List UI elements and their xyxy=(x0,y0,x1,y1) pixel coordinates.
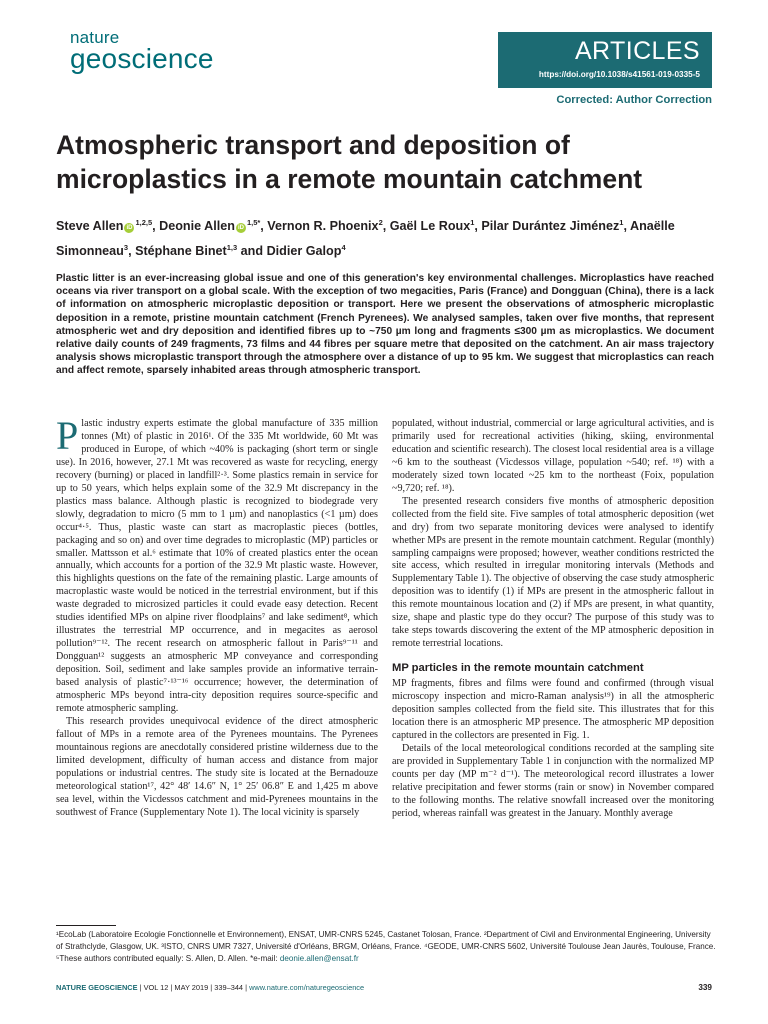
page-footer xyxy=(56,983,712,992)
footer-issue-info: | VOL 12 | MAY 2019 | 339–344 | xyxy=(137,983,250,992)
author-correction-link[interactable]: Corrected: Author Correction xyxy=(556,94,712,106)
author-list: Steve Allen iD$^{1,2,5}$, Deonie Allen $iD^{1,5*}$, Vernon R. Phoenix$^2$, Gaël Le Roux$^1$, Pilar Durántez Jiménez$^1$, Anaëlle Simonneau$^3$, Stéphane Binet$^{1,3}$ and Didier Galop$^4$ xyxy=(56,218,675,259)
author-name[interactable]: Didier Galop xyxy=(266,244,342,259)
body-column-right xyxy=(392,418,714,821)
orcid-icon[interactable]: iD xyxy=(126,225,133,232)
author-affiliation-marker: 1 xyxy=(619,218,624,227)
intro-paragraph-2: This research provides unequivocal evidence of the direct atmospheric fallout of MPs in a remote area of the Pyrenees mountains. The Pyrenees mountainous regions are anecdotally considered pristine wilderness due to the limited development, difficulty of human access and distance from major populations or industrial centres. The study site is located at the Bernadouze meteorological station¹⁷, 42° 48′ 14.6″ N, 1° 25′ 06.8″ E and 1,425 m above sea level, within the Vicdessos catchment and mid-Pyrenees mountains in the southwest of France (Supplementary Note 1). The local vicinity is sparsely xyxy=(56,715,378,818)
footnote-rule xyxy=(56,925,116,926)
author-name[interactable]: Stéphane Binet xyxy=(135,244,227,259)
footer-url-link[interactable]: www.nature.com/naturegeoscience xyxy=(249,983,365,992)
right-paragraph-3: MP fragments, fibres and films were found and confirmed (through visual microscopy inspection and micro-Raman analysis¹⁹) in all the atmospheric deposition samples collected from the field site. This illustrates that for this location there is an atmospheric MP presence. The atmospheric MP deposition captured in the collectors are presented in Fig. 1. xyxy=(392,678,714,741)
footer-journal-name: NATURE GEOSCIENCE xyxy=(56,983,138,992)
logo-line-nature: nature xyxy=(70,28,120,47)
author-name[interactable]: Gaël Le Roux xyxy=(389,219,471,234)
right-paragraph-1: populated, without industrial, commercial or large agricultural activities, and is primarily used for recreational activities (hiking, skiing, environmental education and scientific research). The closest local residential area is a village ~6 km to the southeast (Vicdessos village, population ~540; ref. ¹⁸) with a moderately sized town located ~25 km to the northeast (Foix, population ~9,720; ref. ¹⁸). xyxy=(392,418,714,494)
right-paragraph-2: The presented research considers five months of atmospheric deposition collected from the field site. Five samples of total atmospheric deposition (wet and dry) from two separate monitoring devices were analysed to identify whether MPs are present in the remote mountain catchment. Regular (monthly) sampling campaigns were proposed; however, weather conditions restricted the site access, which resulted in irregular monitoring intervals (Methods and Supplementary Table 1). The objective of observing the case study atmospheric deposition was to identify (1) if MPs are present in the atmospheric fallout in this remote mountainous location and (2) if MPs are present, in what quantity, size, shape and plastic type do they occur? The purpose of this study was to take steps towards discovering the extent of the MP atmospheric deposition in remote terrestrial locations. xyxy=(392,495,714,650)
right-paragraph-4: Details of the local meteorological conditions recorded at the sampling site are provided in Supplementary Table 1 in conjunction with the normalized MP counts per day (MP m⁻² d⁻¹). The meteorological record illustrates a lower relative precipitation and fewer storms (rain or snow) in November compared to the following months. The relative snowfall increased over the monitoring period, whereas rainfall was greatest in the January. Monthly average xyxy=(392,742,714,819)
author-name[interactable]: Deonie Allen xyxy=(159,219,235,234)
author-affiliation-marker: 2 xyxy=(378,218,383,227)
body-column-left xyxy=(56,413,378,820)
author-name[interactable]: Steve Allen xyxy=(56,219,124,234)
page-number: 339 xyxy=(698,983,712,992)
author-affiliation-marker: 1,2,5 xyxy=(135,218,153,227)
author-name[interactable]: Anaëlle Simonneau xyxy=(56,219,675,259)
affiliations xyxy=(56,929,716,966)
section-heading: MP particles in the remote mountain catchment xyxy=(392,662,644,675)
orcid-icon[interactable]: iD xyxy=(237,225,244,232)
author-affiliation-marker: 3 xyxy=(123,243,129,253)
author-affiliation-marker: 1,5* xyxy=(246,218,261,227)
doi-link[interactable]: https://doi.org/10.1038/s41561-019-0335-5 xyxy=(538,70,700,79)
journal-logo xyxy=(70,30,214,73)
abstract: Plastic litter is an ever-increasing global issue and one of this generation's key environmental challenges. Microplastics have reached oceans via river transport on a global scale. With the exception of two megacities, Paris (France) and Dongguan (China), there is a lack of information on atmospheric microplastic deposition or transport. Here we present the observations of atmospheric microplastic deposition in a remote, pristine mountain catchment (French Pyrenees). We analysed samples, taken over five months, that represent atmospheric wet and dry deposition and identified fibres up to ~750 µm long and fragments ≤300 µm as microplastics. We document relative daily counts of 249 fragments, 73 films and 44 fibres per square metre that deposited on the catchment. An air mass trajectory analysis shows microplastic transport through the atmosphere over a distance of up to 95 km. We suggest that microplastics can reach and affect remote, sparsely inhabited areas through atmospheric transport. xyxy=(56,273,714,377)
intro-paragraph-1: Plastic industry experts estimate the global manufacture of 335 million tonnes (Mt) of plastic in 2016¹. Of the 335 Mt worldwide, 60 Mt was produced in Europe, of which ~40% is packaging (short term or single use). In 2016, however, 27.1 Mt was recovered as waste for recycling, energy recovery (burning) or placed in landfill²·³. Some plastics remain in service for up to 50 years, which helps explain some of the 32.9 Mt discrepancy in the plastics mass balance. Although plastic is recognized to biodegrade very slowly, degradation to micro (5 mm to 1 µm) and nanoplastics (<1 µm) does occur⁴·⁵. Thus, plastic waste can start as macroplastic pieces (bottles, packaging and so on) and over time degrades to microplastic (MP) particles or smaller. Mattsson et al.⁶ estimate that 10% of created plastics enter the ocean annually, which accounts for a portion of the 32.9 Mt plastic waste. However, this highlights questions on the fate of the remaining plastic. Large amounts of macroplastic waste would be noticed in the terrestrial environment, but if this waste degraded to microsized particles it could evade easy detection. Recent studies identified MPs on alpine river floodplains⁷ and lake sediment⁸, which illustrates the terrestrial MP occurrence, and in megacites as aerosol pollution⁹⁻¹². The recent research on atmospheric fallout in Paris⁹⁻¹¹ and Dongguan¹² suggests an atmospheric MP conveyance and corresponding deposition. Soil, sediment and lake samples provide an informative terrain-based analysis of plastic⁷·¹³⁻¹⁶ occurrence; however, the determination of atmospheric MPs beyond intra-city deposition requires source-specific and remote atmospheric sampling. xyxy=(56,413,378,714)
author-affiliation-marker: 1 xyxy=(470,218,475,227)
author-affiliation-marker: 4 xyxy=(341,243,346,253)
article-type-banner xyxy=(498,32,712,88)
article-title: Atmospheric transport and deposition of microplastics in a remote mountain catchment xyxy=(56,130,643,194)
email-link[interactable]: deonie.allen@ensat.fr xyxy=(279,954,359,964)
author-name[interactable]: Pilar Durántez Jiménez xyxy=(481,219,620,234)
affiliations-text: ¹EcoLab (Laboratoire Ecologie Fonctionnelle et Environnement), ENSAT, UMR-CNRS 5245, Castanet Tolosan, France. ²Department of Civil and Environmental Engineering, University of Strathclyde, Glasgow, UK. ³ISTO, CNRS UMR 7327, Université d'Orléans, BRGM, Orléans, France. ⁴GEODE, UMR-CNRS 5602, Université Toulouse Jean Jaurès, Toulouse, France. ⁵These authors contributed equally: S. Allen, D. Allen. *e-mail: xyxy=(56,930,716,964)
logo-line-geoscience: geoscience xyxy=(70,43,214,75)
author-affiliation-marker: 1,3 xyxy=(226,243,238,253)
author-name[interactable]: Vernon R. Phoenix xyxy=(267,219,379,234)
article-type-label: ARTICLES xyxy=(574,37,700,65)
drop-cap: P xyxy=(56,413,79,458)
